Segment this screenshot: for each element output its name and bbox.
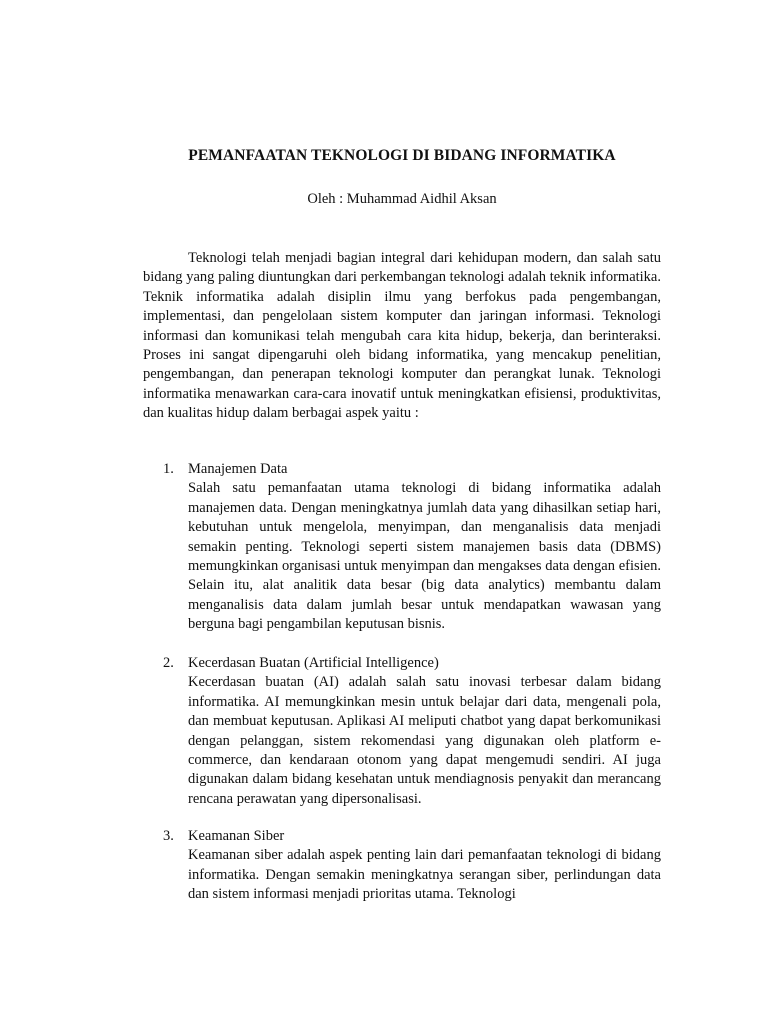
list-item [143,654,661,809]
list-item-number: 2. [163,655,174,671]
document-title: PEMANFAATAN TEKNOLOGI DI BIDANG INFORMATIKA [188,147,616,164]
list-item-number: 3. [163,828,174,844]
list-item-body: Keamanan siber adalah aspek penting lain dari pemanfaatan teknologi di bidang informatika. Dengan semakin meningkatnya serangan siber, perlindungan data dan sistem informasi menjadi prioritas utama. Teknologi [188,847,661,903]
list-item-body: Salah satu pemanfaatan utama teknologi di bidang informatika adalah manajemen data. Dengan meningkatnya jumlah data yang dihasilkan setiap hari, kebutuhan untuk mengelola, menyimpan, dan menganalisis data menjadi semakin penting. Teknologi seperti sistem manajemen basis data (DBMS) memungkinkan organisasi untuk menyimpan dan mengakses data dengan efisien. Selain itu, alat analitik data besar (big data analytics) membantu dalam menganalisis data dalam jumlah besar untuk mendapatkan wawasan yang berguna bagi pengambilan keputusan bisnis. [188,480,661,633]
list-item-body: Kecerdasan buatan (AI) adalah salah satu inovasi terbesar dalam bidang informatika. AI memungkinkan mesin untuk belajar dari data, mengenali pola, dan membuat keputusan. Aplikasi AI meliputi chatbot yang dapat berkomunikasi dengan pelanggan, sistem rekomendasi yang digunakan oleh platform e-commerce, dan kendaraan otonom yang dapat mengemudi sendiri. AI juga digunakan dalam bidang kesehatan untuk mendiagnosis penyakit dan merancang rencana perawatan yang dipersonalisasi. [188,674,661,807]
document-author: Oleh : Muhammad Aidhil Aksan [307,191,497,207]
list-item-heading: Kecerdasan Buatan (Artificial Intelligence) [188,655,439,671]
list-item [143,827,661,905]
list-item-heading: Manajemen Data [188,461,288,477]
list-item-number: 1. [163,461,174,477]
list-item-heading: Keamanan Siber [188,828,285,844]
intro-paragraph: Teknologi telah menjadi bagian integral dari kehidupan modern, dan salah satu bidang yang paling diuntungkan dari perkembangan teknologi adalah teknik informatika. Teknik informatika adalah disiplin ilmu yang berfokus pada pengembangan, implementasi, dan pengelolaan sistem komputer dan jaringan informasi. Teknologi informasi dan komunikasi telah mengubah cara kita hidup, bekerja, dan berinteraksi. Proses ini sangat dipengaruhi oleh bidang informatika, yang mencakup penelitian, pengembangan, dan penerapan teknologi komputer dan perangkat lunak. Teknologi informatika menawarkan cara-cara inovatif untuk meningkatkan efisiensi, produktivitas, dan kualitas hidup dalam berbagai aspek yaitu : [143,250,661,422]
list-item [143,460,661,635]
